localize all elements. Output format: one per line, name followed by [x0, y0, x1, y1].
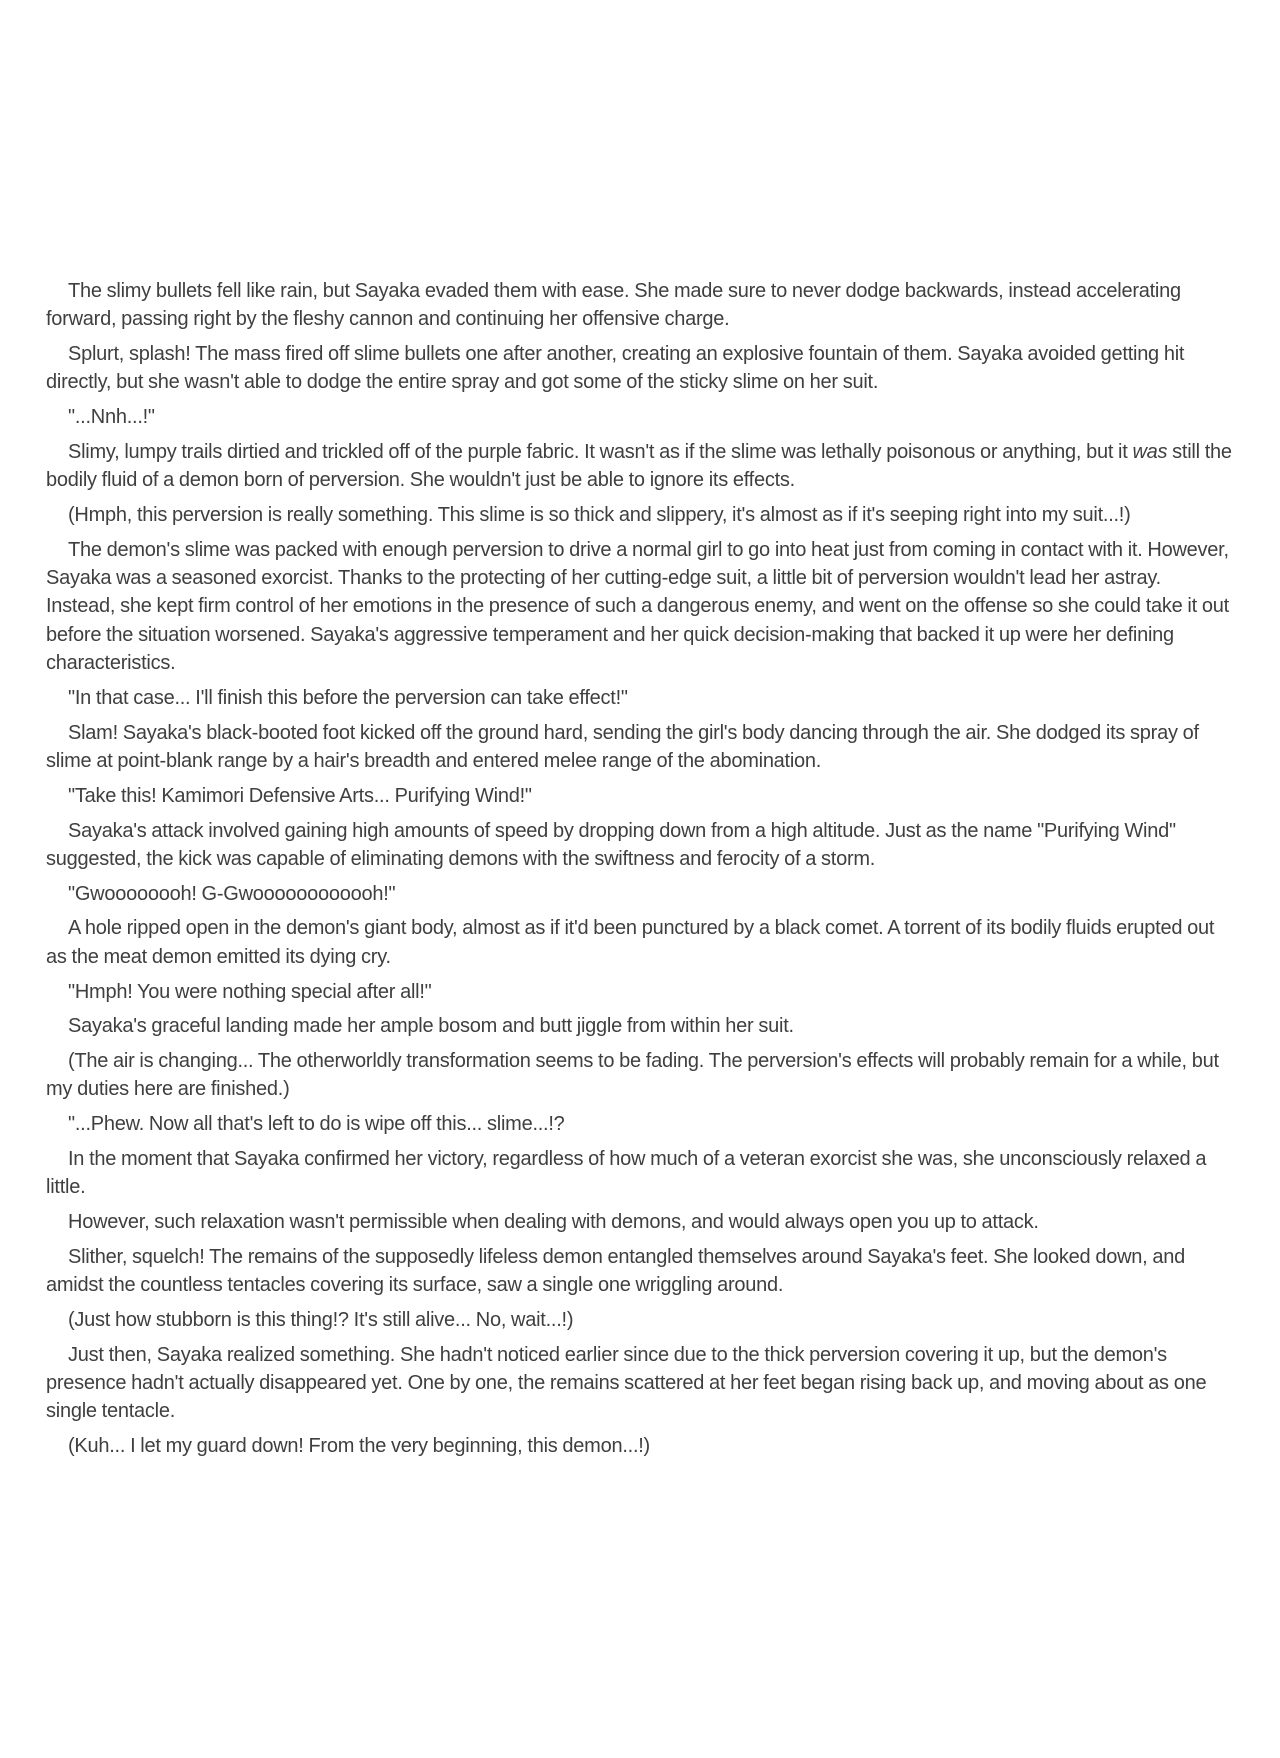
paragraph — [46, 536, 1234, 677]
paragraph — [46, 1306, 1234, 1334]
paragraph — [46, 277, 1234, 334]
paragraph — [46, 1110, 1234, 1138]
paragraph — [46, 978, 1234, 1006]
text-segment: "...Phew. Now all that's left to do is wipe off this... slime...!? — [68, 1113, 565, 1136]
paragraph — [46, 914, 1234, 971]
text-segment: "Gwoooooooh! G-Gwoooooooooooh!" — [68, 882, 396, 905]
text-segment: "In that case... I'll finish this before the perversion can take effect!" — [68, 686, 628, 709]
text-segment: still the bodily fluid of a demon born of perversion. She wouldn't just be able to ignore its effects. — [46, 440, 1232, 492]
paragraph — [46, 684, 1234, 712]
text-segment: In the moment that Sayaka confirmed her victory, regardless of how much of a veteran exorcist she was, she unconsciously relaxed a little. — [46, 1148, 1207, 1199]
page-content — [46, 277, 1234, 1467]
paragraph — [46, 782, 1234, 810]
text-segment: (Just how stubborn is this thing!? It's still alive... No, wait...!) — [68, 1309, 574, 1331]
paragraph — [46, 1432, 1234, 1460]
paragraph — [46, 340, 1234, 397]
paragraph — [46, 1012, 1234, 1040]
text-segment: However, such relaxation wasn't permissible when dealing with demons, and would always open you up to attack. — [68, 1211, 1039, 1234]
paragraph — [46, 1145, 1234, 1202]
paragraph — [46, 1047, 1234, 1104]
text-segment: "...Nnh...!" — [68, 406, 155, 429]
text-segment: (Hmph, this perversion is really something. This slime is so thick and slippery, it's almost as if it's seeping right into my suit...!) — [68, 504, 1131, 527]
text-segment: A hole ripped open in the demon's giant body, almost as if it'd been punctured by a black comet. A torrent of its bodily fluids erupted out as the meat demon emitted its dying cry. — [46, 917, 1215, 968]
paragraph — [46, 1243, 1234, 1300]
paragraph — [46, 880, 1234, 908]
text-segment: Slither, squelch! The remains of the supposedly lifeless demon entangled themselves around Sayaka's feet. She looked down, and amidst the countless tentacles covering its surface, saw a single one wriggling around. — [46, 1245, 1185, 1297]
paragraph — [46, 1208, 1234, 1236]
text-segment: Sayaka's graceful landing made her ample bosom and butt jiggle from within her suit. — [68, 1015, 794, 1038]
paragraph — [46, 817, 1234, 874]
text-segment: Sayaka's attack involved gaining high amounts of speed by dropping down from a high altitude. Just as the name "Purifying Wind" suggested, the kick was capable of eliminating demons with the swiftness and ferocity of a storm. — [46, 819, 1176, 870]
text-segment: The demon's slime was packed with enough perversion to drive a normal girl to go into heat just from coming in contact with it. However, Sayaka was a seasoned exorcist. Thanks to the protecting of her cutting-edge suit, a little bit of perversion wouldn't lead her astray. Instead, she kept firm control of her emotions in the presence of such a dangerous enemy, and went on the offense so she could take it out before the situation worsened. Sayaka's aggressive temperament and her quick decision-making that backed it up were her defining characteristics. — [46, 538, 1229, 675]
text-segment: (The air is changing... The otherworldly transformation seems to be fading. The perversion's effects will probably remain for a while, but my duties here are finished.) — [46, 1050, 1219, 1101]
paragraph — [46, 719, 1234, 776]
text-segment: Slam! Sayaka's black-booted foot kicked off the ground hard, sending the girl's body dancing through the air. She dodged its spray of slime at point-blank range by a hair's breadth and entered melee range of the abomination. — [46, 721, 1199, 772]
text-segment: "Take this! Kamimori Defensive Arts... Purifying Wind!" — [68, 784, 532, 807]
text-segment: (Kuh... I let my guard down! From the very beginning, this demon...!) — [68, 1435, 650, 1458]
text-segment: Just then, Sayaka realized something. She hadn't noticed earlier since due to the thick perversion covering it up, but the demon's presence hadn't actually disappeared yet. One by one, the remains scattered at her feet began rising back up, and moving about as one single tentacle. — [46, 1343, 1207, 1423]
text-segment: Splurt, splash! The mass fired off slime bullets one after another, creating an explosive fountain of them. Sayaka avoided getting hit directly, but she wasn't able to dodge the entire spray and got some of the sticky slime on her suit. — [46, 343, 1185, 394]
text-segment: The slimy bullets fell like rain, but Sayaka evaded them with ease. She made sure to never dodge backwards, instead accelerating forward, passing right by the fleshy cannon and continuing her offensive charge. — [46, 280, 1181, 331]
text-segment: Slimy, lumpy trails dirtied and trickled off of the purple fabric. It wasn't as if the slime was lethally poisonous or anything, but it — [68, 440, 1133, 463]
paragraph — [46, 438, 1234, 495]
text-segment: "Hmph! You were nothing special after all!" — [68, 980, 432, 1003]
paragraph — [46, 1341, 1234, 1426]
italic-text-segment: was — [1132, 440, 1168, 463]
paragraph — [46, 403, 1234, 431]
paragraph — [46, 501, 1234, 529]
